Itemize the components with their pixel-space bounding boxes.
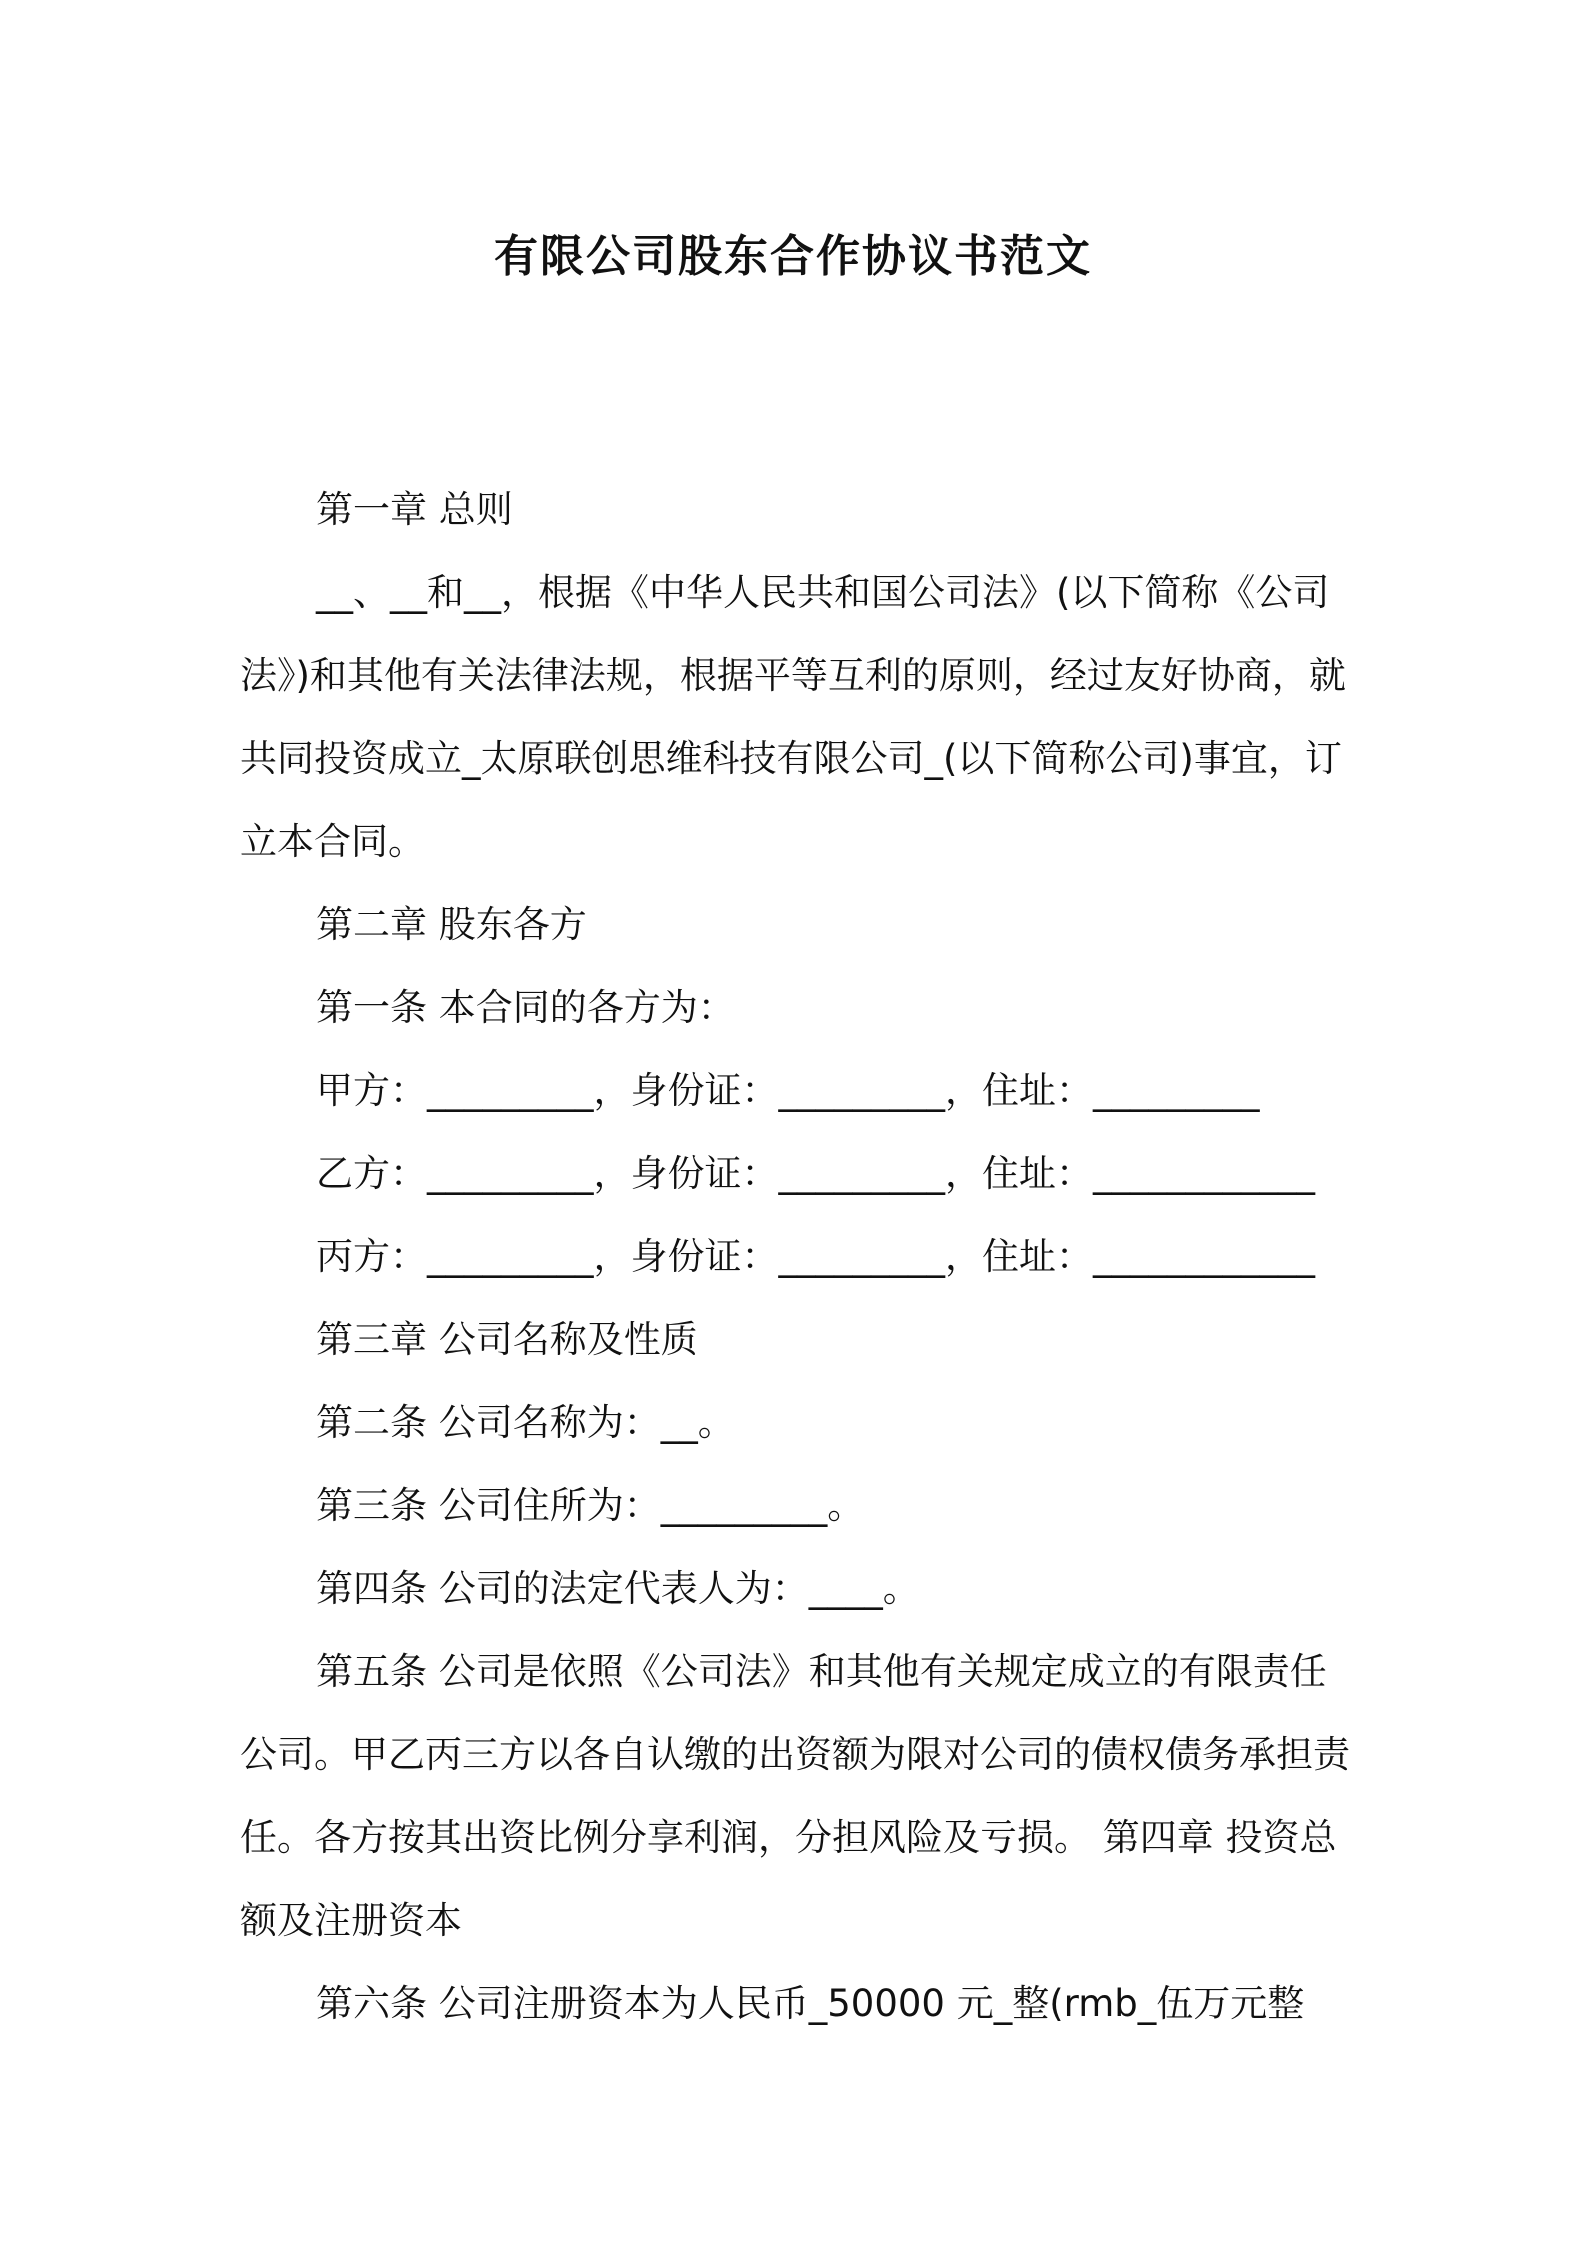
document-body xyxy=(240,468,1360,2045)
article-6: 第六条 公司注册资本为人民币_50000 元_整(rmb_伍万元整 xyxy=(316,1982,1305,2025)
article-1: 第一条 本合同的各方为： xyxy=(316,986,735,1029)
party-b-line: 乙方：_________，身份证：_________，住址：____________ xyxy=(316,1152,1315,1195)
article-4: 第四条 公司的法定代表人为：____。 xyxy=(316,1567,920,1610)
party-a-line: 甲方：_________，身份证：_________，住址：_________ xyxy=(316,1069,1260,1112)
chapter-3-heading: 第三章 公司名称及性质 xyxy=(316,1318,698,1361)
preamble-paragraph: __、__和__，根据《中华人民共和国公司法》(以下简称《公司法》)和其他有关法律法规，根据平等互利的原则，经过友好协商，就共同投资成立_太原联创思维科技有限公司_(以下简称公司)事宜，订立本合同。 xyxy=(240,571,1346,863)
party-c-line: 丙方：_________，身份证：_________，住址：____________ xyxy=(316,1235,1315,1278)
chapter-2-heading: 第二章 股东各方 xyxy=(316,903,587,946)
article-3: 第三条 公司住所为：_________。 xyxy=(316,1484,865,1527)
article-5: 第五条 公司是依照《公司法》和其他有关规定成立的有限责任公司。甲乙丙三方以各自认缴的出资额为限对公司的债权债务承担责任。各方按其出资比例分享利润，分担风险及亏损。 第四章 投资总额及注册资本 xyxy=(240,1650,1350,1942)
document-title: 有限公司股东合作协议书范文 xyxy=(494,231,1092,282)
article-2: 第二条 公司名称为：__。 xyxy=(316,1401,735,1444)
chapter-1-heading: 第一章 总则 xyxy=(316,488,513,531)
